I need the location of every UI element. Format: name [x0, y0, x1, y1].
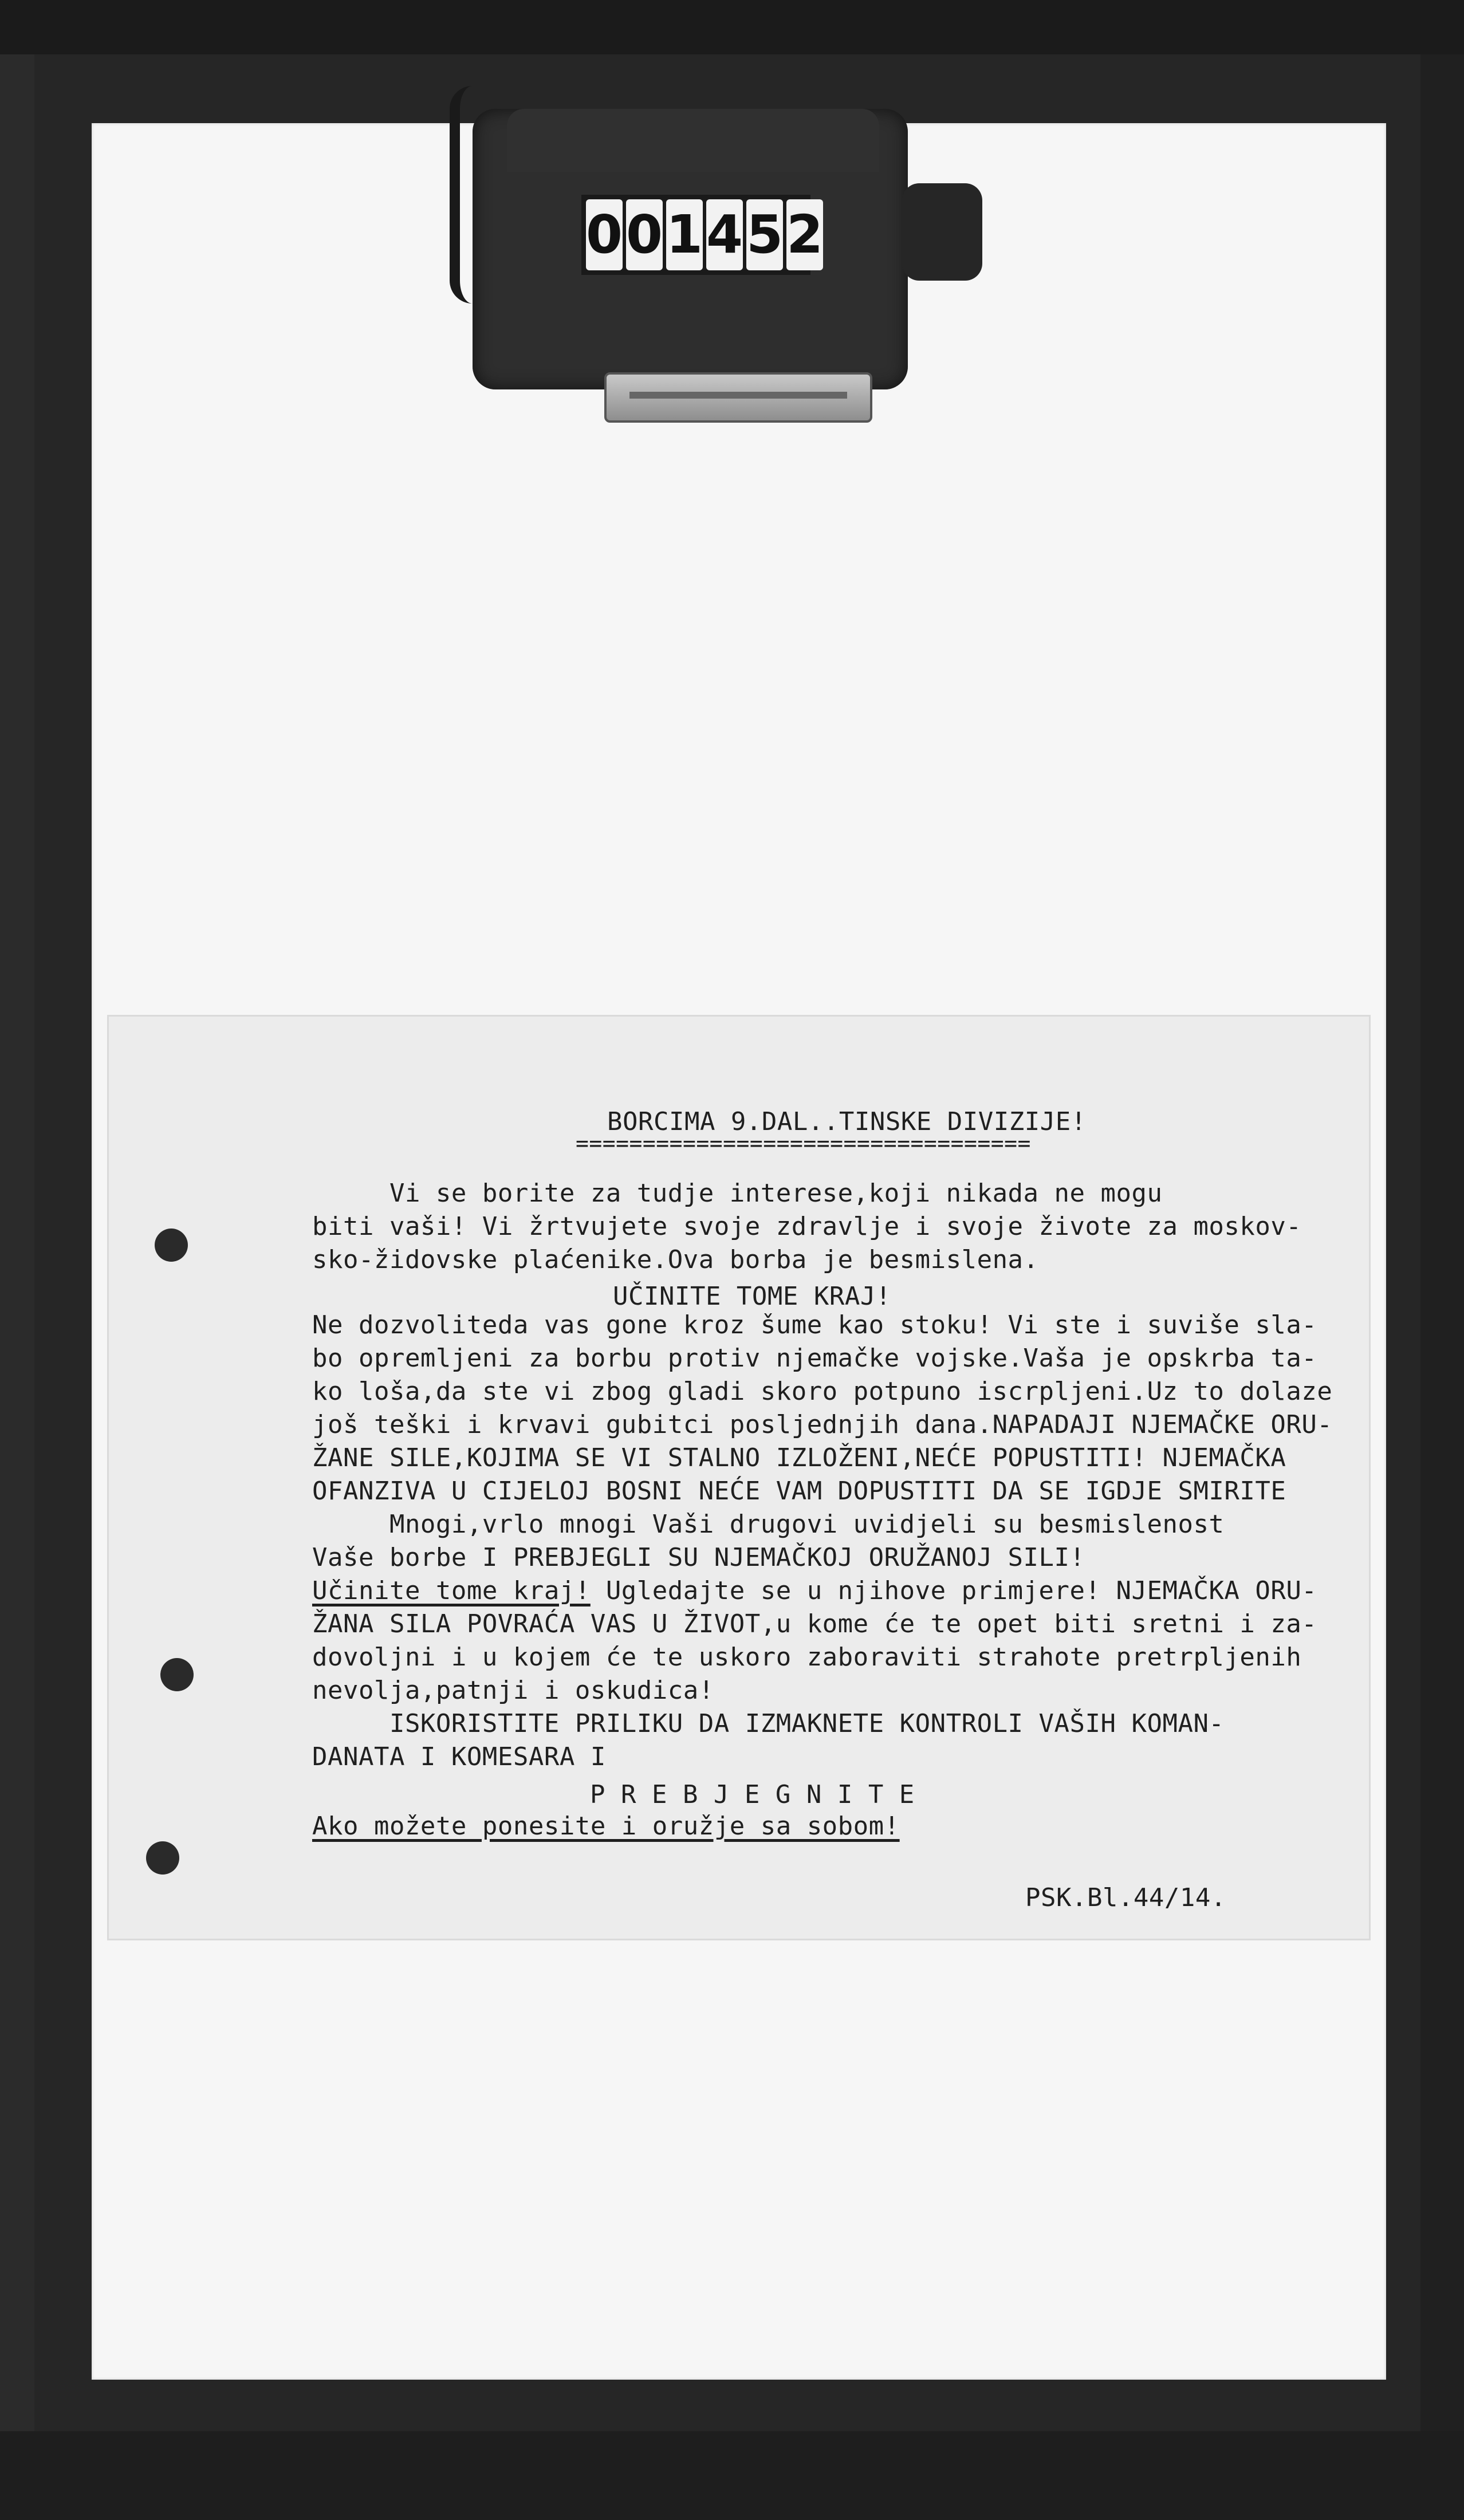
counter-body: [473, 109, 908, 389]
paragraph-line: nevolja,patnji i oskudica!: [312, 1676, 714, 1705]
reference-number: PSK.Bl.44/14.: [1025, 1883, 1226, 1912]
paragraph-line: ŽANE SILE,KOJIMA SE VI STALNO IZLOŽENI,NEĆE POPUSTITI! NJEMAČKA: [312, 1443, 1286, 1472]
counter-digit-window: [581, 195, 824, 275]
counter-digit: 0: [626, 199, 663, 270]
counter-knob: [902, 183, 982, 281]
heading-line: UČINITE TOME KRAJ!: [613, 1282, 891, 1311]
leaflet-page: [109, 1017, 1369, 1939]
film-border-bottom: [0, 2431, 1464, 2520]
punch-hole: [160, 1658, 194, 1691]
paragraph-line: dovoljni i u kojem će te uskoro zaboraviti strahote pretrpljenih: [312, 1643, 1302, 1672]
paragraph-line: Vi se borite za tudje interese,koji nikada ne mogu: [312, 1179, 1163, 1208]
counter-digit: 5: [746, 199, 783, 270]
paragraph-line: biti vaši! Vi žrtvujete svoje zdravlje i svoje živote za moskov-: [312, 1212, 1302, 1241]
paragraph-line: bo opremljeni za borbu protiv njemačke vojske.Vaša je opskrba ta-: [312, 1344, 1317, 1373]
paragraph-line: ko loša,da ste vi zbog gladi skoro potpuno iscrpljeni.Uz to dolaze: [312, 1377, 1333, 1406]
punch-hole: [146, 1841, 179, 1875]
counter-nameplate: [604, 372, 872, 423]
paragraph-line: još teški i krvavi gubitci posljednjih dana.NAPADAJI NJEMAČKE ORU-: [312, 1410, 1333, 1439]
paragraph-line: OFANZIVA U CIJELOJ BOSNI NEĆE VAM DOPUSTITI DA SE IGDJE SMIRITE: [312, 1476, 1286, 1506]
counter-digit: 1: [666, 199, 703, 270]
underlined-phrase: Učinite tome kraj!: [312, 1576, 591, 1605]
punch-hole: [155, 1228, 188, 1262]
paragraph-line: sko-židovske plaćenike.Ova borba je besmislena.: [312, 1245, 1039, 1274]
paragraph-line: [312, 1574, 1317, 1608]
paragraph-line: Mnogi,vrlo mnogi Vaši drugovi uvidjeli su besmislenost: [312, 1510, 1225, 1539]
paragraph-line: Ne dozvoliteda vas gone kroz šume kao stoku! Vi ste i suviše sla-: [312, 1310, 1317, 1340]
paragraph-line: ISKORISTITE PRILIKU DA IZMAKNETE KONTROLI VAŠIH KOMAN-: [312, 1709, 1225, 1738]
film-border-right: [1420, 54, 1464, 2431]
frame-counter: [467, 63, 1011, 418]
heading-line: P R E B J E G N I T E: [590, 1780, 915, 1809]
paragraph-line-rest: Ugledajte se u njihove primjere! NJEMAČKA ORU-: [590, 1576, 1317, 1605]
counter-top: [507, 109, 879, 172]
counter-digit: 4: [706, 199, 743, 270]
paragraph-line: DANATA I KOMESARA I: [312, 1742, 606, 1771]
counter-digit: 0: [586, 199, 623, 270]
film-border-top: [0, 0, 1464, 54]
film-border-left: [0, 54, 34, 2431]
paragraph-line: Vaše borbe I PREBJEGLI SU NJEMAČKOJ ORUŽANOJ SILI!: [312, 1543, 1085, 1572]
leaflet-title: BORCIMA 9.DAL..TINSKE DIVIZIJE!: [607, 1107, 1087, 1136]
footer-line: Ako možete ponesite i oružje sa sobom!: [312, 1812, 900, 1841]
title-rule: ==================================: [576, 1131, 1031, 1156]
paragraph-line: ŽANA SILA POVRAĆA VAS U ŽIVOT,u kome će te opet biti sretni i za-: [312, 1609, 1317, 1639]
counter-digit: 2: [786, 199, 823, 270]
